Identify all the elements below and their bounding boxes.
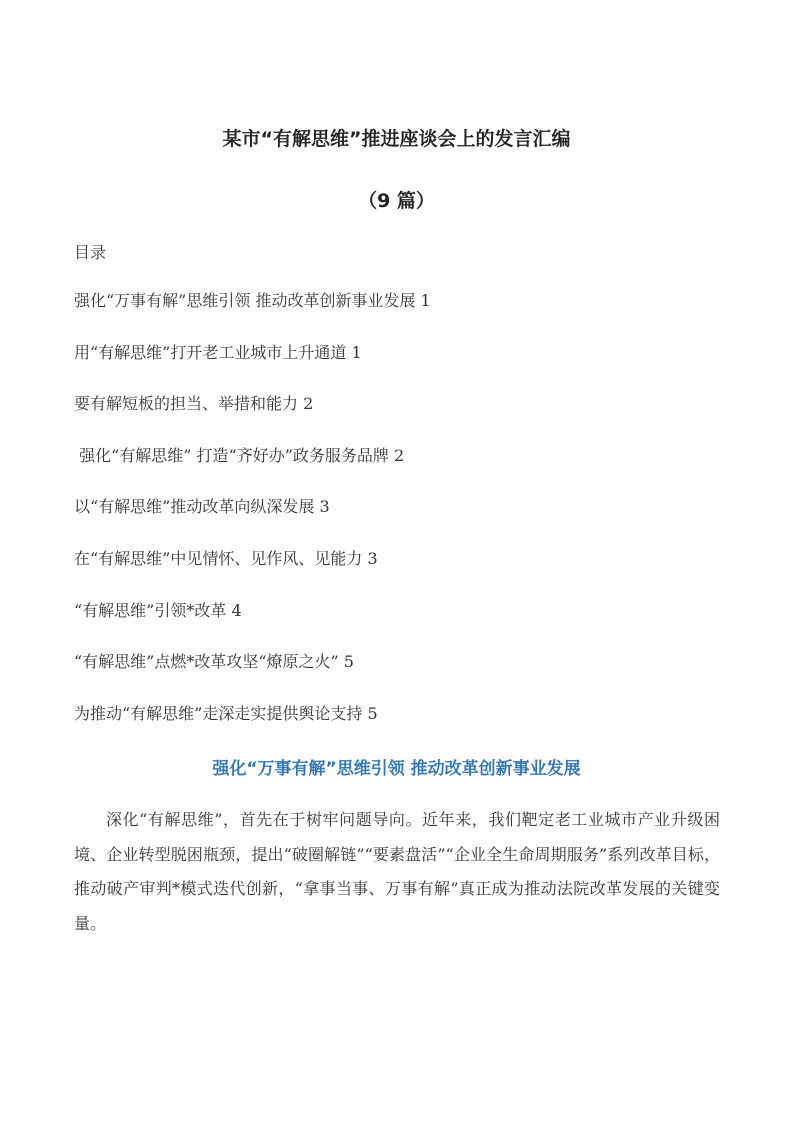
section-heading: 强化“万事有解”思维引领 推动改革创新事业发展 (212, 759, 581, 779)
document-title: 某市“有解思维”推进座谈会上的发言汇编 (222, 128, 571, 150)
toc-item[interactable]: 要有解短板的担当、举措和能力 2 (74, 394, 314, 414)
toc-item[interactable]: 在“有解思维”中见情怀、见作风、见能力 3 (74, 548, 378, 568)
toc-item[interactable]: 以“有解思维”推动改革向纵深发展 3 (74, 497, 330, 517)
toc-item[interactable]: 用“有解思维”打开老工业城市上升通道 1 (74, 342, 362, 362)
toc-item[interactable]: “有解思维”点燃*改革攻坚“燎原之火” 5 (74, 652, 354, 672)
toc-item[interactable]: 强化“万事有解”思维引领 推动改革创新事业发展 1 (74, 291, 431, 310)
toc-item[interactable]: “有解思维”引领*改革 4 (74, 600, 242, 620)
toc-item[interactable]: 强化“有解思维” 打造“齐好办”政务服务品牌 2 (74, 445, 405, 465)
toc-label: 目录 (74, 243, 107, 262)
document-subtitle: （9 篇） (358, 190, 435, 212)
table-of-contents (74, 290, 431, 754)
toc-item[interactable]: 为推动“有解思维”走深走实提供舆论支持 5 (74, 703, 378, 723)
body-paragraph: 深化“有解思维”，首先在于树牢问题导向。近年来，我们靶定老工业城市产业升级困境、企业转型脱困瓶颈，提出“破圈解链”“要素盘活”“企业全生命周期服务”系列改革目标，推动破产审判*模式迭代创新，“拿事当事、万事有解”真正成为推动法院改革发展的关键变量。 (74, 810, 720, 933)
